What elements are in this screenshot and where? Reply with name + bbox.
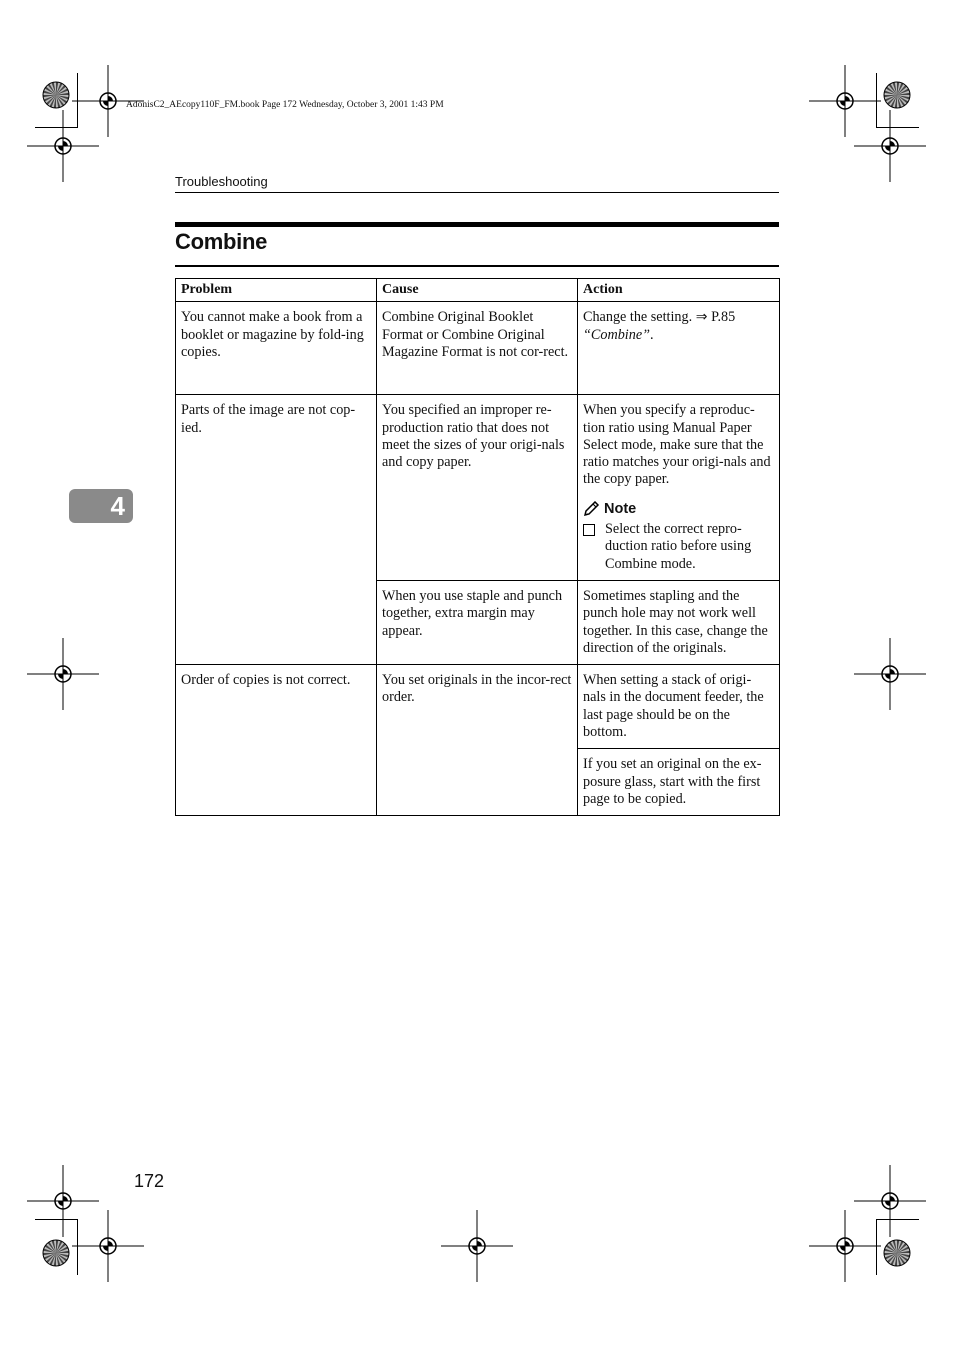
note-text: Select the correct repro-duction ratio before using Combine mode. bbox=[605, 521, 752, 572]
table-header-row bbox=[176, 279, 780, 302]
chapter-tab: 4 bbox=[69, 489, 133, 523]
color-starburst-icon bbox=[882, 80, 912, 110]
action-cell: Sometimes stapling and the punch hole may not work well together. In this case, change the direction of the originals. bbox=[578, 580, 780, 664]
cross-reference: “Combine” bbox=[583, 326, 651, 343]
title-rule bbox=[175, 265, 779, 267]
checkbox-bullet-icon bbox=[583, 524, 595, 536]
cause-cell: You specified an improper re-production ratio that does not meet the sizes of your origi-nals and copy paper. bbox=[377, 395, 578, 581]
cause-cell: When you use staple and punch together, extra margin may appear. bbox=[377, 580, 578, 664]
page-title: Combine bbox=[175, 229, 268, 254]
pencil-icon bbox=[583, 501, 601, 517]
color-starburst-icon bbox=[882, 1238, 912, 1268]
problem-cell: You cannot make a book from a booklet or magazine by fold-ing copies. bbox=[176, 302, 377, 395]
column-header-action: Action bbox=[578, 279, 780, 302]
action-text: Change the setting. ⇒ P.85 bbox=[583, 309, 736, 326]
registration-target-icon bbox=[854, 638, 926, 710]
action-text: When you specify a reproduc-tion ratio using Manual Paper Select mode, make sure that the ratio matches your origi-nals and the copy paper. bbox=[583, 402, 771, 488]
column-header-problem: Problem bbox=[176, 279, 377, 302]
registration-target-icon bbox=[27, 110, 99, 182]
file-info: AdonisC2_AEcopy110F_FM.book Page 172 Wednesday, October 3, 2001 1:43 PM bbox=[126, 100, 444, 110]
troubleshooting-table bbox=[175, 278, 780, 816]
note-item bbox=[583, 521, 774, 573]
cause-cell: Combine Original Booklet Format or Combine Original Magazine Format is not cor-rect. bbox=[377, 302, 578, 395]
table-row bbox=[176, 302, 780, 395]
problem-cell: Order of copies is not correct. bbox=[176, 665, 377, 816]
page-number: 172 bbox=[134, 1171, 165, 1191]
column-header-cause: Cause bbox=[377, 279, 578, 302]
table-row bbox=[176, 395, 780, 581]
action-cell: When setting a stack of origi-nals in the document feeder, the last page should be on the bottom. bbox=[578, 665, 780, 749]
title-bar bbox=[175, 222, 779, 227]
registration-target-icon bbox=[441, 1210, 513, 1282]
note-heading bbox=[583, 501, 774, 518]
cause-cell: You set originals in the incor-rect order. bbox=[377, 665, 578, 816]
note-label: Note bbox=[604, 500, 637, 517]
color-starburst-icon bbox=[41, 1238, 71, 1268]
table-row bbox=[176, 665, 780, 749]
registration-target-icon bbox=[27, 638, 99, 710]
registration-target-icon bbox=[809, 1210, 881, 1282]
header-rule bbox=[175, 192, 779, 193]
problem-cell: Parts of the image are not cop-ied. bbox=[176, 395, 377, 665]
action-cell: If you set an original on the ex-posure glass, start with the first page to be copied. bbox=[578, 749, 780, 816]
color-starburst-icon bbox=[41, 80, 71, 110]
registration-target-icon bbox=[854, 110, 926, 182]
running-header: Troubleshooting bbox=[175, 174, 268, 189]
action-cell bbox=[578, 395, 780, 581]
registration-target-icon bbox=[72, 1210, 144, 1282]
cross-reference-period: . bbox=[650, 326, 654, 343]
action-cell bbox=[578, 302, 780, 395]
